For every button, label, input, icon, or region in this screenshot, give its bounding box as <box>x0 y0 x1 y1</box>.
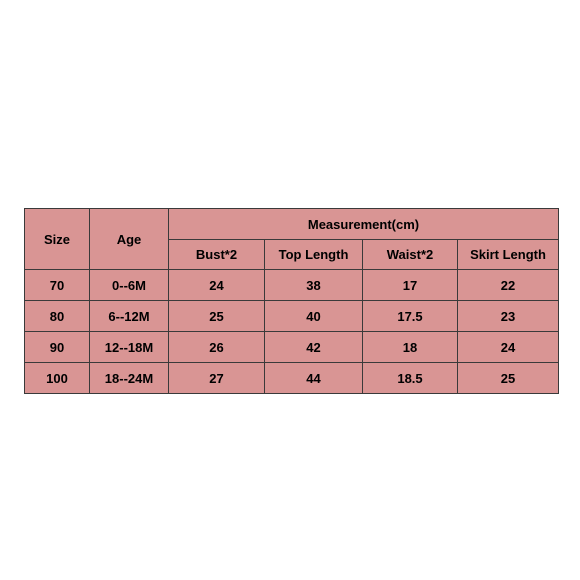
header-skirt-length: Skirt Length <box>458 240 559 270</box>
cell-waist: 18.5 <box>363 363 458 394</box>
table-row <box>25 301 559 332</box>
header-top-length: Top Length <box>265 240 363 270</box>
header-waist: Waist*2 <box>363 240 458 270</box>
cell-size: 90 <box>25 332 90 363</box>
cell-age: 18--24M <box>90 363 169 394</box>
cell-top-length: 40 <box>265 301 363 332</box>
cell-waist: 17.5 <box>363 301 458 332</box>
header-size: Size <box>25 209 90 270</box>
header-bust: Bust*2 <box>169 240 265 270</box>
cell-top-length: 44 <box>265 363 363 394</box>
cell-top-length: 38 <box>265 270 363 301</box>
cell-skirt-length: 25 <box>458 363 559 394</box>
cell-skirt-length: 24 <box>458 332 559 363</box>
cell-age: 6--12M <box>90 301 169 332</box>
cell-top-length: 42 <box>265 332 363 363</box>
table-row <box>25 332 559 363</box>
header-row-primary <box>25 209 559 240</box>
table-row <box>25 363 559 394</box>
cell-skirt-length: 22 <box>458 270 559 301</box>
header-measurement: Measurement(cm) <box>169 209 559 240</box>
cell-bust: 27 <box>169 363 265 394</box>
cell-size: 80 <box>25 301 90 332</box>
table-row <box>25 270 559 301</box>
cell-age: 0--6M <box>90 270 169 301</box>
cell-skirt-length: 23 <box>458 301 559 332</box>
cell-age: 12--18M <box>90 332 169 363</box>
cell-waist: 17 <box>363 270 458 301</box>
cell-waist: 18 <box>363 332 458 363</box>
cell-bust: 25 <box>169 301 265 332</box>
cell-bust: 24 <box>169 270 265 301</box>
size-chart-table <box>24 208 559 394</box>
cell-size: 100 <box>25 363 90 394</box>
cell-size: 70 <box>25 270 90 301</box>
cell-bust: 26 <box>169 332 265 363</box>
header-age: Age <box>90 209 169 270</box>
